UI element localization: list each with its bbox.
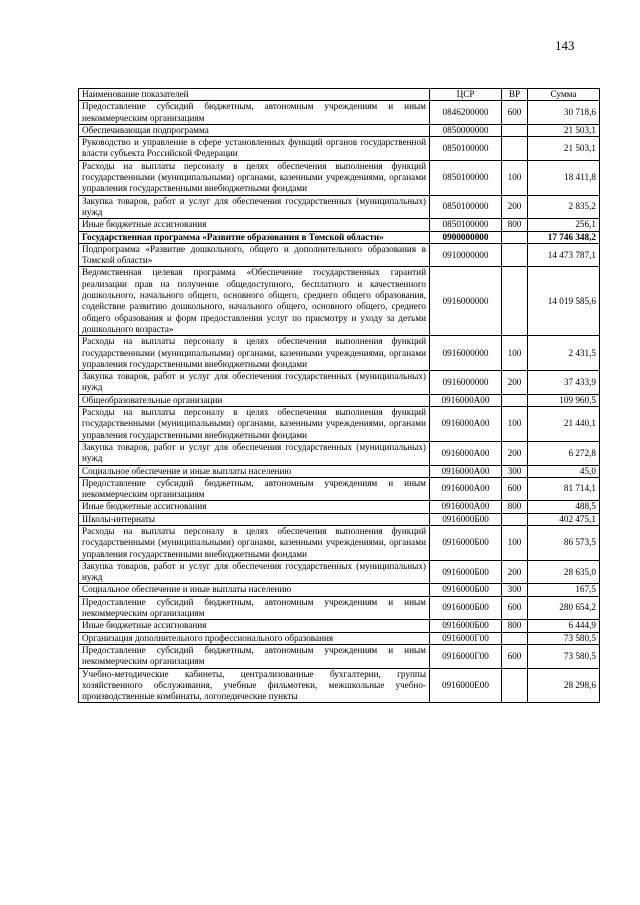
- row-name: Обеспечивающая подпрограмма: [79, 124, 430, 136]
- row-name: Расходы на выплаты персоналу в целях обеспечения выполнения функций государственными (муниципальными) органами, казенными учреждениями, органами управления государственными внебюджетными фондами: [79, 407, 430, 442]
- row-vr: 600: [502, 101, 528, 125]
- header-csr: ЦСР: [430, 89, 502, 101]
- table-row: [79, 243, 600, 267]
- row-sum: 73 580,5: [528, 644, 600, 668]
- row-name: Иные бюджетные ассигнования: [79, 620, 430, 632]
- budget-table: [78, 88, 600, 703]
- row-name: Предоставление субсидий бюджетным, автономным учреждениям и иным некоммерческим организациям: [79, 101, 430, 125]
- row-csr: 0916000А00: [430, 465, 502, 477]
- table-row: [79, 441, 600, 465]
- row-name: Социальное обеспечение и иные выплаты населению: [79, 465, 430, 477]
- row-vr: [502, 231, 528, 243]
- table-header-row: [79, 89, 600, 101]
- table-row: [79, 525, 600, 560]
- table-row: [79, 101, 600, 125]
- row-csr: 0916000А00: [430, 394, 502, 406]
- row-sum: 18 411,8: [528, 160, 600, 195]
- row-sum: 17 746 348,2: [528, 231, 600, 243]
- table-row: [79, 267, 600, 336]
- row-vr: 100: [502, 525, 528, 560]
- row-sum: 37 433,9: [528, 371, 600, 395]
- row-sum: 109 960,5: [528, 394, 600, 406]
- row-vr: 600: [502, 477, 528, 501]
- row-vr: 200: [502, 195, 528, 219]
- row-vr: [502, 243, 528, 267]
- row-csr: 0916000Б00: [430, 620, 502, 632]
- row-sum: 402 475,1: [528, 513, 600, 525]
- row-sum: 45,0: [528, 465, 600, 477]
- row-sum: 2 431,5: [528, 336, 600, 371]
- table-row: [79, 501, 600, 513]
- row-name: Закупка товаров, работ и услуг для обеспечения государственных (муниципальных) нужд: [79, 371, 430, 395]
- table-row: [79, 336, 600, 371]
- table-row: [79, 668, 600, 703]
- row-csr: 0900000000: [430, 231, 502, 243]
- row-vr: [502, 394, 528, 406]
- table-row: [79, 160, 600, 195]
- row-csr: 0916000000: [430, 267, 502, 336]
- row-name: Школы-интернаты: [79, 513, 430, 525]
- table-row: [79, 632, 600, 644]
- row-sum: 6 272,8: [528, 441, 600, 465]
- row-sum: 6 444,9: [528, 620, 600, 632]
- row-csr: 0916000Г00: [430, 632, 502, 644]
- row-name: Иные бюджетные ассигнования: [79, 219, 430, 231]
- row-vr: 100: [502, 160, 528, 195]
- row-sum: 2 835,2: [528, 195, 600, 219]
- row-vr: [502, 513, 528, 525]
- row-sum: 21 503,1: [528, 137, 600, 161]
- row-csr: 0916000Б00: [430, 560, 502, 584]
- table-row: [79, 137, 600, 161]
- row-csr: 0846200000: [430, 101, 502, 125]
- row-csr: 0916000Б00: [430, 525, 502, 560]
- row-sum: 167,5: [528, 584, 600, 596]
- table-row: [79, 231, 600, 243]
- row-sum: 21 503,1: [528, 124, 600, 136]
- row-name: Предоставление субсидий бюджетным, автономным учреждениям и иным некоммерческим организациям: [79, 596, 430, 620]
- row-vr: 200: [502, 371, 528, 395]
- row-name: Закупка товаров, работ и услуг для обеспечения государственных (муниципальных) нужд: [79, 195, 430, 219]
- row-name: Закупка товаров, работ и услуг для обеспечения государственных (муниципальных) нужд: [79, 441, 430, 465]
- row-name: Расходы на выплаты персоналу в целях обеспечения выполнения функций государственными (муниципальными) органами, казенными учреждениями, органами управления государственными внебюджетными фондами: [79, 525, 430, 560]
- row-name: Ведомственная целевая программа «Обеспечение государственных гарантий реализации прав на получение общедоступного, бесплатного и качественного дошкольного, начального общего, основного общего, среднего общего образования, содействие развитию дошкольного, начального общего, основного общего, среднего общего образования и форм предоставления услуг по присмотру и уходу за детьми дошкольного возраста»: [79, 267, 430, 336]
- row-name: Государственная программа «Развитие образования в Томской области»: [79, 231, 430, 243]
- row-vr: [502, 267, 528, 336]
- row-name: Иные бюджетные ассигнования: [79, 501, 430, 513]
- row-name: Предоставление субсидий бюджетным, автономным учреждениям и иным некоммерческим организациям: [79, 644, 430, 668]
- row-csr: 0916000А00: [430, 501, 502, 513]
- row-sum: 280 654,2: [528, 596, 600, 620]
- row-sum: 28 298,6: [528, 668, 600, 703]
- row-vr: 200: [502, 441, 528, 465]
- table-row: [79, 560, 600, 584]
- table-row: [79, 620, 600, 632]
- row-csr: 0916000000: [430, 371, 502, 395]
- row-vr: 600: [502, 644, 528, 668]
- page-number: 143: [555, 38, 575, 53]
- row-csr: 0916000Б00: [430, 596, 502, 620]
- row-vr: 600: [502, 596, 528, 620]
- row-sum: 256,1: [528, 219, 600, 231]
- row-sum: 30 718,6: [528, 101, 600, 125]
- row-csr: 0850100000: [430, 160, 502, 195]
- table-row: [79, 371, 600, 395]
- header-vr: ВР: [502, 89, 528, 101]
- row-vr: 800: [502, 219, 528, 231]
- table-row: [79, 513, 600, 525]
- row-csr: 0850100000: [430, 137, 502, 161]
- row-name: Расходы на выплаты персоналу в целях обеспечения выполнения функций государственными (муниципальными) органами, казенными учреждениями, органами управления государственными внебюджетными фондами: [79, 160, 430, 195]
- row-name: Подпрограмма «Развитие дошкольного, общего и дополнительного образования в Томской области»: [79, 243, 430, 267]
- row-name: Расходы на выплаты персоналу в целях обеспечения выполнения функций государственными (муниципальными) органами, казенными учреждениями, органами управления государственными внебюджетными фондами: [79, 336, 430, 371]
- row-sum: 81 714,1: [528, 477, 600, 501]
- row-csr: 0916000Б00: [430, 584, 502, 596]
- row-csr: 0916000А00: [430, 441, 502, 465]
- header-name: Наименование показателей: [79, 89, 430, 101]
- row-csr: 0916000А00: [430, 477, 502, 501]
- table-row: [79, 195, 600, 219]
- table-row: [79, 124, 600, 136]
- row-vr: 800: [502, 501, 528, 513]
- row-sum: 14 019 585,6: [528, 267, 600, 336]
- row-vr: 100: [502, 407, 528, 442]
- table-row: [79, 644, 600, 668]
- table-row: [79, 584, 600, 596]
- row-name: Социальное обеспечение и иные выплаты населению: [79, 584, 430, 596]
- row-csr: 0910000000: [430, 243, 502, 267]
- table-row: [79, 596, 600, 620]
- row-vr: 200: [502, 560, 528, 584]
- row-csr: 0850100000: [430, 219, 502, 231]
- row-sum: 488,5: [528, 501, 600, 513]
- row-csr: 0916000Г00: [430, 644, 502, 668]
- row-vr: [502, 137, 528, 161]
- row-vr: 300: [502, 465, 528, 477]
- row-csr: 0916000А00: [430, 407, 502, 442]
- table-row: [79, 407, 600, 442]
- row-vr: [502, 632, 528, 644]
- header-sum: Сумма: [528, 89, 600, 101]
- row-sum: 14 473 787,1: [528, 243, 600, 267]
- row-name: Закупка товаров, работ и услуг для обеспечения государственных (муниципальных) нужд: [79, 560, 430, 584]
- row-name: Учебно-методические кабинеты, централизованные бухгалтерии, группы хозяйственного обслуживания, учебные фильмотеки, межшкольные учебно-производственные комбинаты, логопедические пункты: [79, 668, 430, 703]
- row-csr: 0850100000: [430, 195, 502, 219]
- row-name: Предоставление субсидий бюджетным, автономным учреждениям и иным некоммерческим организациям: [79, 477, 430, 501]
- row-csr: 0916000Б00: [430, 513, 502, 525]
- row-csr: 0916000Е00: [430, 668, 502, 703]
- row-vr: 300: [502, 584, 528, 596]
- table-row: [79, 219, 600, 231]
- row-vr: [502, 124, 528, 136]
- row-csr: 0916000000: [430, 336, 502, 371]
- row-vr: [502, 668, 528, 703]
- row-name: Руководство и управление в сфере установленных функций органов государственной власти субъекта Российской Федерации: [79, 137, 430, 161]
- row-sum: 86 573,5: [528, 525, 600, 560]
- row-sum: 73 580,5: [528, 632, 600, 644]
- row-sum: 28 635,0: [528, 560, 600, 584]
- row-sum: 21 440,1: [528, 407, 600, 442]
- row-name: Общеобразовательные организации: [79, 394, 430, 406]
- table-row: [79, 477, 600, 501]
- row-vr: 100: [502, 336, 528, 371]
- row-csr: 0850000000: [430, 124, 502, 136]
- row-name: Организация дополнительного профессионального образования: [79, 632, 430, 644]
- row-vr: 800: [502, 620, 528, 632]
- table-row: [79, 394, 600, 406]
- table-row: [79, 465, 600, 477]
